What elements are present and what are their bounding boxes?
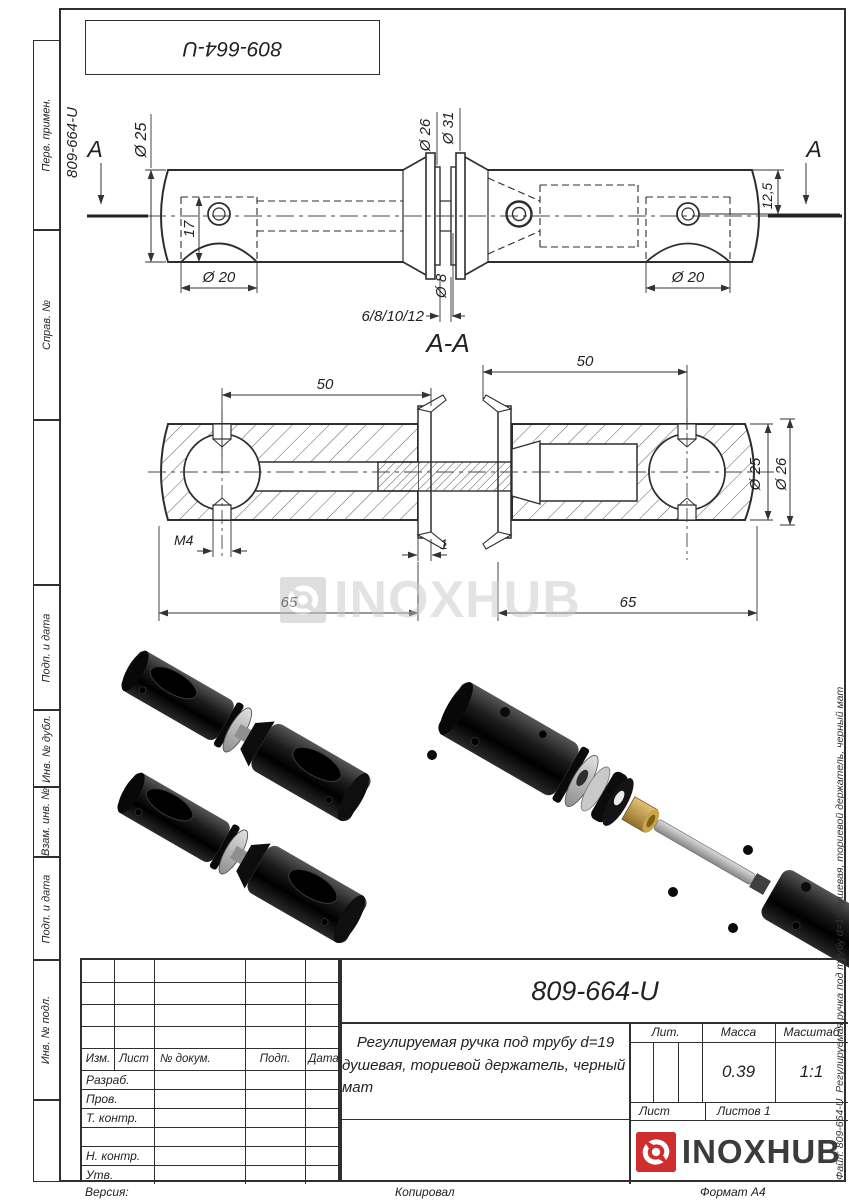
sidebar-label: Перв. примен. xyxy=(40,98,53,172)
copy-label: Копировал xyxy=(395,1185,455,1199)
sidebar-label: Справ. № xyxy=(40,300,53,350)
dim-dia26-section: Ø 26 xyxy=(773,457,790,491)
dim-1: 1 xyxy=(440,536,448,552)
file-note: Файл: 809-664-U_Регулируемая ручка под трубу d=19 душевая, ториевой держатель, черный мат xyxy=(834,686,846,1180)
rev-row-nkontr: Н. контр. xyxy=(86,1148,141,1163)
rev-header-list: Лист xyxy=(119,1053,149,1065)
description-line-2: душевая, ториевой держатель, черный мат xyxy=(342,1056,626,1096)
dim-m4: M4 xyxy=(174,532,194,548)
inoxhub-logo-icon xyxy=(636,1132,676,1172)
sidebar-label: Взам. инв. № xyxy=(40,787,53,857)
sidebar-box-empty-2 xyxy=(33,1100,60,1182)
rev-row-utv: Утв. xyxy=(86,1167,114,1182)
rev-row-prov: Пров. xyxy=(86,1091,118,1106)
part-number: 809-664-U xyxy=(531,975,659,1006)
dim-50-left: 50 xyxy=(316,376,334,393)
sidebar-label: Подп. и дата xyxy=(40,613,53,682)
revision-table xyxy=(80,958,340,1182)
mass-value: 0.39 xyxy=(721,1062,756,1081)
rev-header-izm: Изм. xyxy=(85,1053,111,1065)
sidebar-box-inv-podl xyxy=(33,960,60,1100)
sheets-label: Листов 1 xyxy=(717,1104,771,1118)
cut-label-right: A xyxy=(806,136,822,162)
scale-value: 1:1 xyxy=(799,1062,824,1081)
format-label: Формат A4 xyxy=(700,1185,766,1199)
rev-row-razrab: Разраб. xyxy=(86,1072,130,1087)
dim-dia8: Ø 8 xyxy=(433,273,450,298)
watermark-logo-icon xyxy=(280,577,326,623)
dim-dia25-section: Ø 25 xyxy=(747,457,764,491)
version-label: Версия: xyxy=(85,1185,129,1199)
inoxhub-wordmark: INOXHUB xyxy=(681,1133,842,1170)
rev-header-dokum: № докум. xyxy=(160,1053,211,1065)
description-line-1: Регулируемая ручка под трубу d=19 xyxy=(356,1034,615,1051)
dim-65-right: 65 xyxy=(619,594,637,611)
rev-header-podp: Подп. xyxy=(259,1053,291,1065)
sheet-label: Лист xyxy=(639,1104,670,1118)
mass-label: Масса xyxy=(720,1025,757,1039)
top-stamp-text: 809-664-U xyxy=(182,36,283,60)
renders-svg xyxy=(0,640,849,970)
watermark-text: INOXHUB xyxy=(334,571,581,629)
sidebar-label: Подп. и дата xyxy=(40,874,53,943)
section-label: A-A xyxy=(426,328,470,358)
part-ref-side-text: 809-664-U xyxy=(63,106,81,178)
brand-logo xyxy=(629,1120,848,1184)
dim-dia31-top: Ø 31 xyxy=(440,111,457,145)
lit-label: Лит. xyxy=(651,1025,680,1039)
rev-row-tkontr: Т. контр. xyxy=(86,1110,138,1125)
dim-dia20-left: Ø 20 xyxy=(202,269,236,286)
top-view xyxy=(85,108,842,325)
scale-label: Масштаб xyxy=(783,1025,840,1039)
render-exploded xyxy=(427,677,849,970)
dim-dia20-right: Ø 20 xyxy=(671,269,705,286)
description xyxy=(342,1022,629,1119)
dim-glass-range: 6/8/10/12 xyxy=(361,308,424,325)
rev-header-data: Дата xyxy=(308,1053,339,1065)
dim-dia26-top: Ø 26 xyxy=(417,118,434,152)
sidebar-label: Инв. № подл. xyxy=(40,995,53,1065)
sidebar-label: Инв. № дубл. xyxy=(40,714,53,783)
dim-12-5: 12,5 xyxy=(760,182,775,210)
dim-dia25-top: Ø 25 xyxy=(133,122,150,158)
dim-50-right: 50 xyxy=(576,353,594,370)
watermark xyxy=(280,572,581,628)
title-block xyxy=(340,958,846,1182)
rev-row-empty xyxy=(82,1127,154,1146)
dim-17: 17 xyxy=(181,220,198,238)
cut-label-left: A xyxy=(87,136,103,162)
